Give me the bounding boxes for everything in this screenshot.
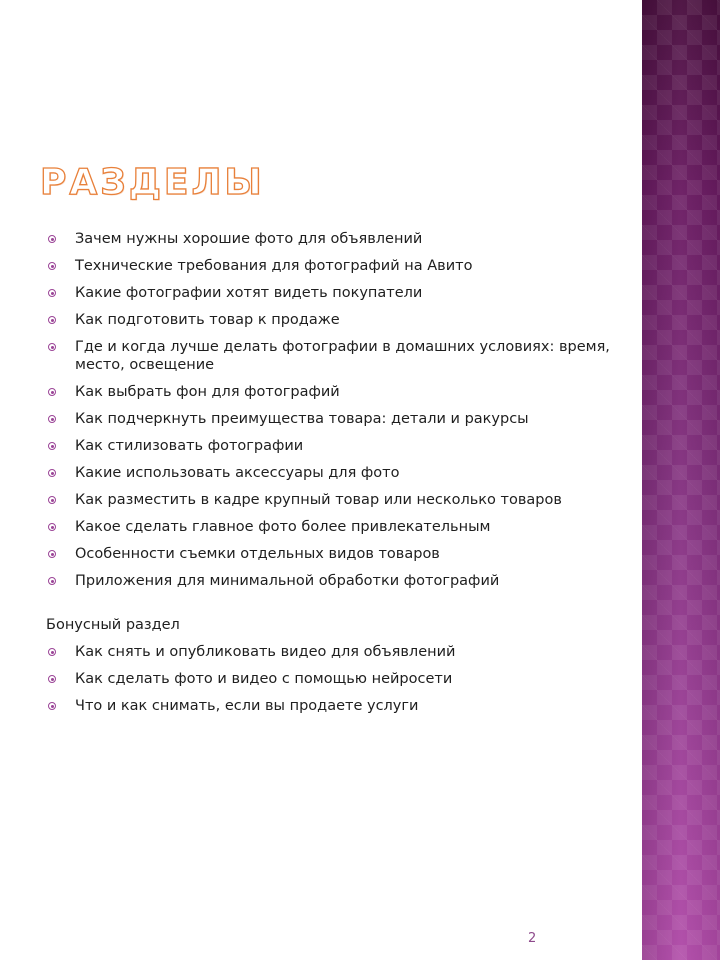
bonus-list xyxy=(46,643,626,715)
list-item xyxy=(46,572,626,590)
list-item-text: Зачем нужны хорошие фото для объявлений xyxy=(75,231,423,247)
list-item-text: Как снять и опубликовать видео для объявлений xyxy=(75,644,456,660)
list-item-text: Какое сделать главное фото более привлекательным xyxy=(75,519,491,535)
list-item xyxy=(46,338,626,374)
list-item xyxy=(46,230,626,248)
list-item xyxy=(46,410,626,428)
list-item xyxy=(46,311,626,329)
list-item-text: Как разместить в кадре крупный товар или несколько товаров xyxy=(75,492,562,508)
circle-bullet-icon xyxy=(48,496,56,504)
circle-bullet-icon xyxy=(48,442,56,450)
list-item-text: Как стилизовать фотографии xyxy=(75,438,304,454)
circle-bullet-icon xyxy=(48,675,56,683)
sections-list xyxy=(46,230,626,590)
page-number: 2 xyxy=(528,931,537,946)
list-item xyxy=(46,518,626,536)
circle-bullet-icon xyxy=(48,388,56,396)
circle-bullet-icon xyxy=(48,550,56,558)
list-item-text: Как выбрать фон для фотографий xyxy=(75,384,340,400)
circle-bullet-icon xyxy=(48,316,56,324)
list-item xyxy=(46,643,626,661)
list-item xyxy=(46,284,626,302)
list-item-text: Как сделать фото и видео с помощью нейросети xyxy=(75,671,453,687)
list-item xyxy=(46,670,626,688)
circle-bullet-icon xyxy=(48,289,56,297)
list-item xyxy=(46,257,626,275)
list-item xyxy=(46,437,626,455)
content-area xyxy=(46,230,626,724)
circle-bullet-icon xyxy=(48,577,56,585)
page-title: РАЗДЕЛЫ xyxy=(40,162,265,203)
circle-bullet-icon xyxy=(48,262,56,270)
decorative-sidebar xyxy=(642,0,720,960)
circle-bullet-icon xyxy=(48,343,56,351)
list-item-text: Что и как снимать, если вы продаете услуги xyxy=(75,698,419,714)
list-item xyxy=(46,464,626,482)
list-item-text: Какие использовать аксессуары для фото xyxy=(75,465,400,481)
list-item-text: Приложения для минимальной обработки фотографий xyxy=(75,573,500,589)
list-item xyxy=(46,545,626,563)
list-item-text: Как подчеркнуть преимущества товара: детали и ракурсы xyxy=(75,411,529,427)
bonus-section-heading: Бонусный раздел xyxy=(46,617,180,633)
circle-bullet-icon xyxy=(48,415,56,423)
list-item xyxy=(46,697,626,715)
list-item-text: Как подготовить товар к продаже xyxy=(75,312,340,328)
list-item xyxy=(46,491,626,509)
list-item xyxy=(46,383,626,401)
circle-bullet-icon xyxy=(48,702,56,710)
circle-bullet-icon xyxy=(48,648,56,656)
list-item-text: Какие фотографии хотят видеть покупатели xyxy=(75,285,423,301)
circle-bullet-icon xyxy=(48,235,56,243)
list-item-text: Технические требования для фотографий на Авито xyxy=(75,258,473,274)
list-item-text: Где и когда лучше делать фотографии в домашних условиях: время, место, освещение xyxy=(75,339,610,373)
circle-bullet-icon xyxy=(48,469,56,477)
list-item-text: Особенности съемки отдельных видов товаров xyxy=(75,546,440,562)
circle-bullet-icon xyxy=(48,523,56,531)
